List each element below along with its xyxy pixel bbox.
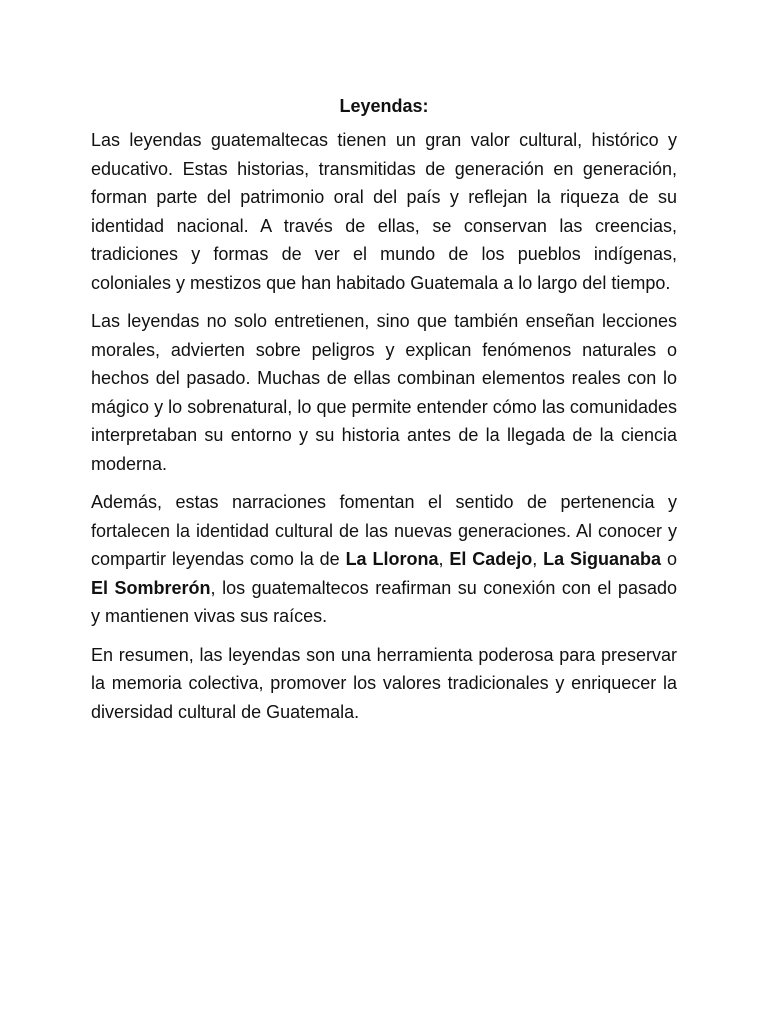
paragraph-3-text-start: Además, estas narraciones fomentan el sentido de pertenencia y fortalecen la identidad cultural de las nuevas generaciones. Al conocer y compartir leyendas como la de bbox=[91, 492, 677, 569]
legend-name-la-llorona: La Llorona bbox=[345, 549, 439, 569]
paragraph-4: En resumen, las leyendas son una herramienta poderosa para preservar la memoria colectiva, promover los valores tradicionales y enriquecer la diversidad cultural de Guatemala. bbox=[91, 644, 677, 722]
document-title: Leyendas: bbox=[339, 96, 429, 116]
legend-name-la-siguanaba: La Siguanaba bbox=[543, 549, 662, 569]
paragraph-3-separator-2: , bbox=[532, 549, 544, 569]
paragraph-3-separator-3: o bbox=[661, 549, 677, 569]
paragraph-2: Las leyendas no solo entretienen, sino que también enseñan lecciones morales, advierten sobre peligros y explican fenómenos naturales o hechos del pasado. Muchas de ellas combinan elementos reales con lo mágico y lo sobrenatural, lo que permite entender cómo las comunidades interpretaban su entorno y su historia antes de la llegada de la ciencia moderna. bbox=[91, 311, 677, 474]
document-content bbox=[91, 92, 677, 736]
legend-name-el-cadejo: El Cadejo bbox=[449, 549, 533, 569]
legend-name-el-sombreron: El Sombrerón bbox=[91, 577, 211, 598]
paragraph-3-text-end: , los guatemaltecos reafirman su conexión con el pasado y mantienen vivas sus raíces. bbox=[91, 577, 677, 626]
paragraph-3-separator-1: , bbox=[438, 549, 450, 569]
paragraph-1: Las leyendas guatemaltecas tienen un gran valor cultural, histórico y educativo. Estas historias, transmitidas de generación en generación, forman parte del patrimonio oral del país y reflejan la riqueza de su identidad nacional. A través de ellas, se conservan las creencias, tradiciones y formas de ver el mundo de los pueblos indígenas, coloniales y mestizos que han habitado Guatemala a lo largo del tiempo. bbox=[91, 130, 677, 293]
paragraph-3 bbox=[91, 488, 677, 631]
